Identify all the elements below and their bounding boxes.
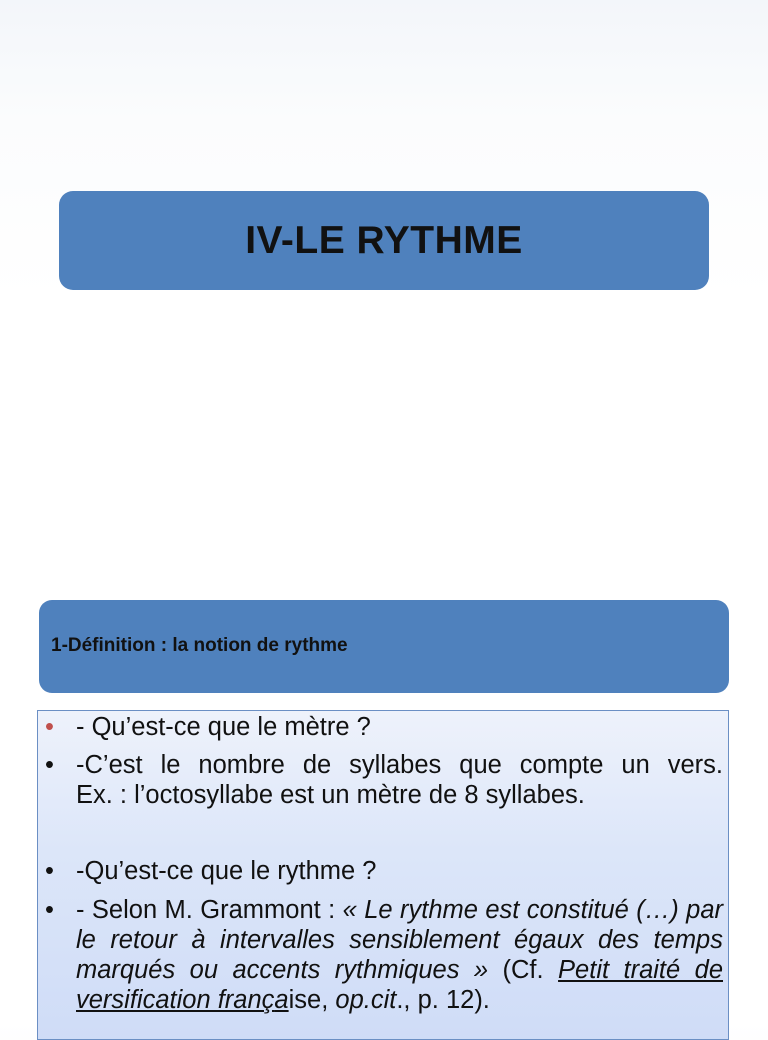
op-cit: op.cit	[335, 986, 397, 1014]
bullet-marker: •	[45, 857, 54, 885]
book-title-tail: a	[274, 986, 289, 1014]
citation-paragraph	[76, 895, 723, 1015]
bullet-marker: •	[45, 713, 54, 741]
content-box	[37, 710, 729, 1040]
bullet-marker: •	[45, 751, 54, 779]
bullet-answer-metre	[38, 750, 730, 810]
book-title: Petit traité de versification franç	[76, 956, 723, 1014]
bullet-list	[38, 711, 730, 1015]
section-heading: 1-Définition : la notion de rythme	[51, 634, 348, 656]
slide-title: IV-LE RYTHME	[245, 218, 523, 262]
citation-cf: (Cf.	[488, 956, 559, 984]
bullet-text: - Qu’est-ce que le mètre ?	[76, 713, 371, 741]
bullet-line: -C’est le nombre de syllabes que compte un vers.	[76, 751, 723, 779]
book-title-rest: ise,	[288, 986, 336, 1014]
page-ref: ., p. 12).	[396, 986, 490, 1014]
section-heading-box	[39, 600, 729, 693]
bullet-grammont-citation	[38, 895, 730, 1015]
title-box	[59, 191, 709, 290]
bullet-text: -Qu’est-ce que le rythme ?	[76, 857, 377, 885]
bullet-marker: •	[45, 896, 54, 924]
bullet-question-rythme	[38, 856, 730, 886]
citation-quote: « Le rythme est constitué (…) par le retour à intervalles sensiblement égaux des temps marqués ou accents rythmiques »	[76, 896, 723, 984]
bullet-line: Ex. : l’octosyllabe est un mètre de 8 syllabes.	[76, 781, 585, 809]
citation-prefix: - Selon M. Grammont :	[76, 896, 343, 924]
bullet-question-metre	[38, 712, 730, 742]
